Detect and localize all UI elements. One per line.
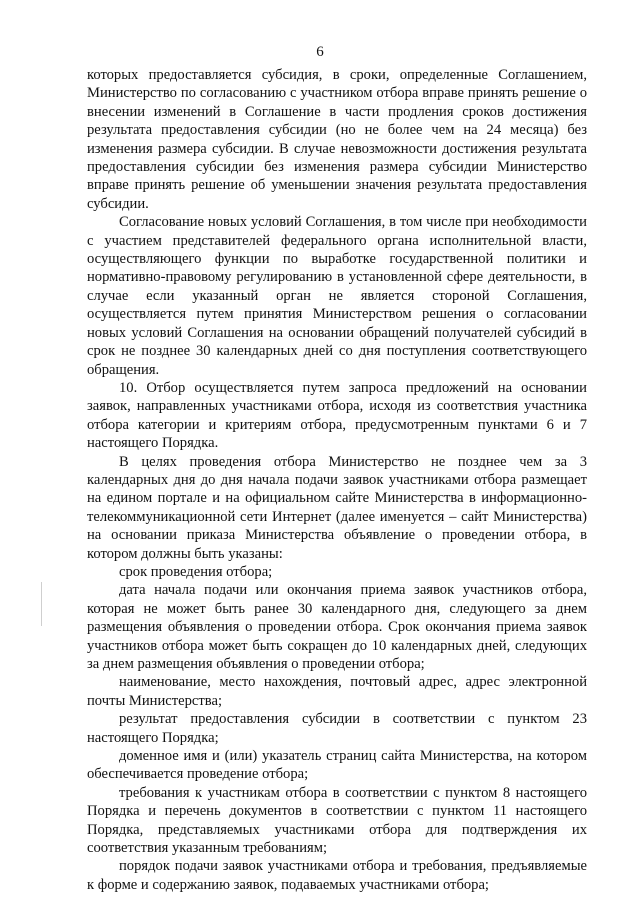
paragraph-agreement-conditions: Согласование новых условий Соглашения, в том числе при необходимости с участием представителей федерального органа исполнительной власти, осуществляющего функции по выработке государственной политики и нормативно-правовому регулированию в установленной сфере деятельности, в случае если указанный орган не является стороной Соглашения, осуществляется путем принятия Министерством решения о согласовании новых условий Соглашения на основании обращений получателей субсидий в срок не позднее 30 календарных дней со дня поступления соответствующего обращения. [87,214,587,378]
document-body [87,66,587,894]
scan-margin-mark [41,582,42,626]
list-item-subsidy-result: результат предоставления субсидии в соответствии с пунктом 23 настоящего Порядка; [87,711,587,746]
paragraph-announcement: В целях проведения отбора Министерство не позднее чем за 3 календарных дня до дня начала подачи заявок участниками отбора размещает на едином портале и на официальном сайте Министерства в информационно-телекоммуникационной сети Интернет (далее именуется – сайт Министерства) на основании приказа Министерства объявление о проведении отбора, в котором должны быть указаны: [87,453,587,562]
list-item-application-dates: дата начала подачи или окончания приема заявок участников отбора, которая не может быть ранее 30 календарного дня, следующего за днем размещения объявления о проведении отбора. Срок окончания приема заявок участников отбора может быть сокращен до 10 календарных дней, следующих за днем размещения объявления о проведении отбора; [87,582,587,672]
list-item-participant-requirements: требования к участникам отбора в соответствии с пунктом 8 настоящего Порядка и перечень документов в соответствии с пунктом 11 настоящего Порядка, представляемых участниками отбора для подтверждения их соответствия указанным требованиям; [87,784,587,857]
list-item-selection-period: срок проведения отбора; [119,563,273,580]
list-item-domain-name: доменное имя и (или) указатель страниц сайта Министерства, на котором обеспечивается проведение отбора; [87,748,587,783]
list-item-application-procedure: порядок подачи заявок участниками отбора и требования, предъявляемые к форме и содержанию заявок, подаваемых участниками отбора; [87,858,587,893]
page-number: 6 [316,44,324,60]
paragraph-subsidy-deadline: которых предоставляется субсидия, в сроки, определенные Соглашением, Министерство по согласованию с участником отбора вправе принять решение о внесении изменений в Соглашение в части продления сроков достижения результата предоставления субсидии (но не более чем на 24 месяца) без изменения размера субсидии. В случае невозможности достижения результата предоставления субсидии без изменения размера субсидии Министерство вправе принять решение об уменьшении значения результата предоставления субсидии. [87,67,587,212]
list-item-ministry-contacts: наименование, место нахождения, почтовый адрес, адрес электронной почты Министерства; [87,674,587,709]
paragraph-selection-method: 10. Отбор осуществляется путем запроса предложений на основании заявок, направленных участниками отбора, исходя из соответствия участника отбора категории и критериям отбора, предусмотренным пунктами 6 и 7 настоящего Порядка. [87,379,587,452]
